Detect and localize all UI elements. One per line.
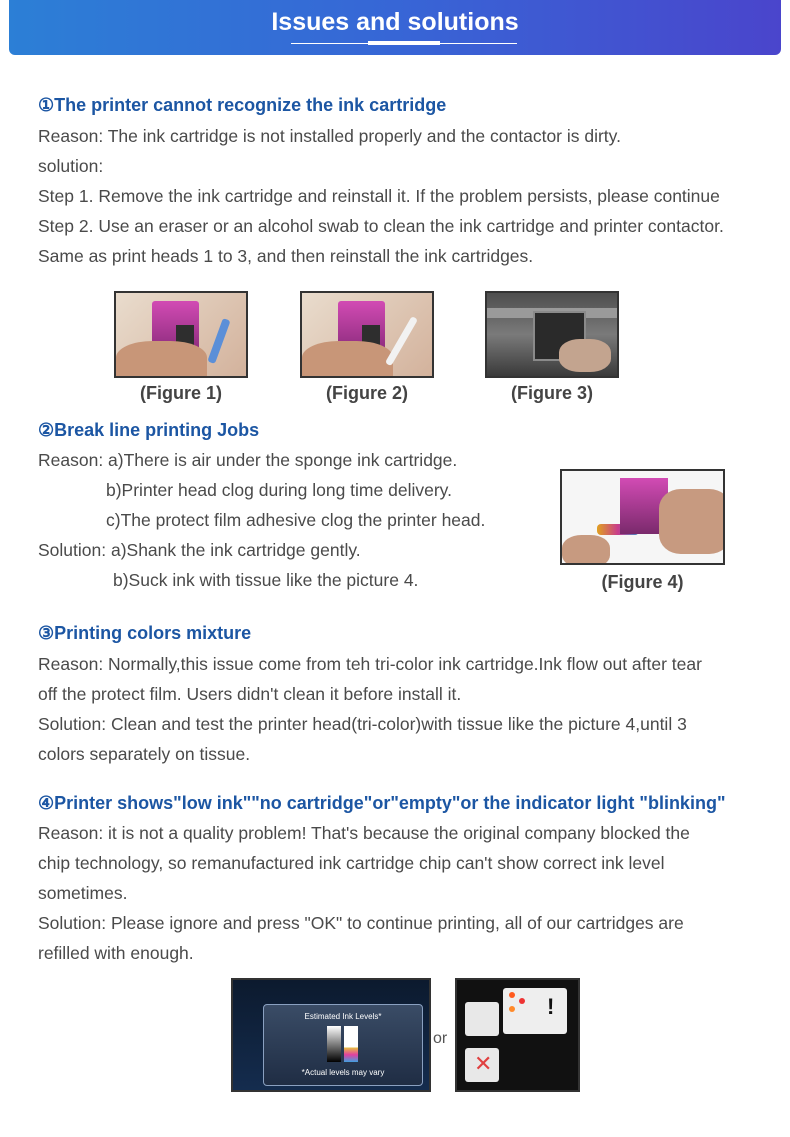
issue2-solution-b: b)Suck ink with tissue like the picture 4.	[113, 570, 419, 590]
figure4-image	[560, 469, 725, 565]
issue1-step2: Step 2. Use an eraser or an alcohol swab to clean the ink cartridge and printer contactor.	[38, 216, 724, 236]
figure3-image	[485, 291, 619, 378]
issue1-solution-label: solution:	[38, 156, 104, 176]
header-banner	[9, 0, 781, 55]
page-title: Issues and solutions	[271, 8, 519, 36]
issue1-reason: Reason: The ink cartridge is not installed properly and the contactor is dirty.	[38, 126, 621, 146]
issue1-heading: ①The printer cannot recognize the ink cartridge	[38, 95, 447, 115]
figure1-image	[114, 291, 248, 378]
figure2-caption: (Figure 2)	[325, 383, 408, 403]
issue1-step1: Step 1. Remove the ink cartridge and reinstall it. If the problem persists, please continue	[38, 186, 720, 206]
figure4-caption: (Figure 4)	[601, 572, 684, 592]
warning-panel-icon: !	[503, 988, 567, 1034]
issue3-line4: colors separately on tissue.	[38, 744, 251, 764]
issue4-line2: chip technology, so remanufactured ink cartridge chip can't show correct ink level	[38, 853, 665, 873]
issue2-heading: ②Break line printing Jobs	[38, 420, 260, 440]
figure3-caption: (Figure 3)	[510, 383, 593, 403]
title-underline-accent	[368, 41, 440, 45]
issue1-step3: Same as print heads 1 to 3, and then reinstall the ink cartridges.	[38, 246, 534, 266]
issue3-line2: off the protect film. Users didn't clean it before install it.	[38, 684, 462, 704]
printer-panel-image	[455, 978, 580, 1092]
issue4-line3: sometimes.	[38, 883, 128, 903]
issue4-line4: Solution: Please ignore and press "OK" to continue printing, all of our cartridges are	[38, 913, 684, 933]
issue3-line1: Reason: Normally,this issue come from teh tri-color ink cartridge.Ink flow out after tear	[38, 654, 702, 674]
ink-level-dialog-note: *Actual levels may vary	[301, 1068, 385, 1077]
issue4-line5: refilled with enough.	[38, 943, 194, 963]
figure2-image	[300, 291, 434, 378]
color-ink-level-icon	[344, 1026, 358, 1062]
ink-level-dialog	[263, 1004, 423, 1086]
issue2-reason-a: Reason: a)There is air under the sponge ink cartridge.	[38, 450, 458, 470]
ink-level-screen-image	[231, 978, 431, 1092]
or-separator: or	[433, 1030, 448, 1047]
issue4-line1: Reason: it is not a quality problem! That's because the original company blocked the	[38, 823, 690, 843]
document-button-icon	[465, 1002, 499, 1036]
issue2-reason-c: c)The protect film adhesive clog the printer head.	[106, 510, 486, 530]
figure1-caption: (Figure 1)	[139, 383, 222, 403]
issue4-heading: ④Printer shows"low ink""no cartridge"or"empty"or the indicator light "blinking"	[38, 793, 726, 813]
issue3-line3: Solution: Clean and test the printer head(tri-color)with tissue like the picture 4,until 3	[38, 714, 687, 734]
cancel-button-icon: ✕	[465, 1048, 499, 1082]
black-ink-level-icon	[327, 1026, 341, 1062]
ink-level-dialog-title: Estimated Ink Levels*	[304, 1012, 382, 1021]
issue3-heading: ③Printing colors mixture	[38, 623, 252, 643]
issue2-reason-b: b)Printer head clog during long time delivery.	[106, 480, 452, 500]
issue2-solution-a: Solution: a)Shank the ink cartridge gently.	[38, 540, 361, 560]
